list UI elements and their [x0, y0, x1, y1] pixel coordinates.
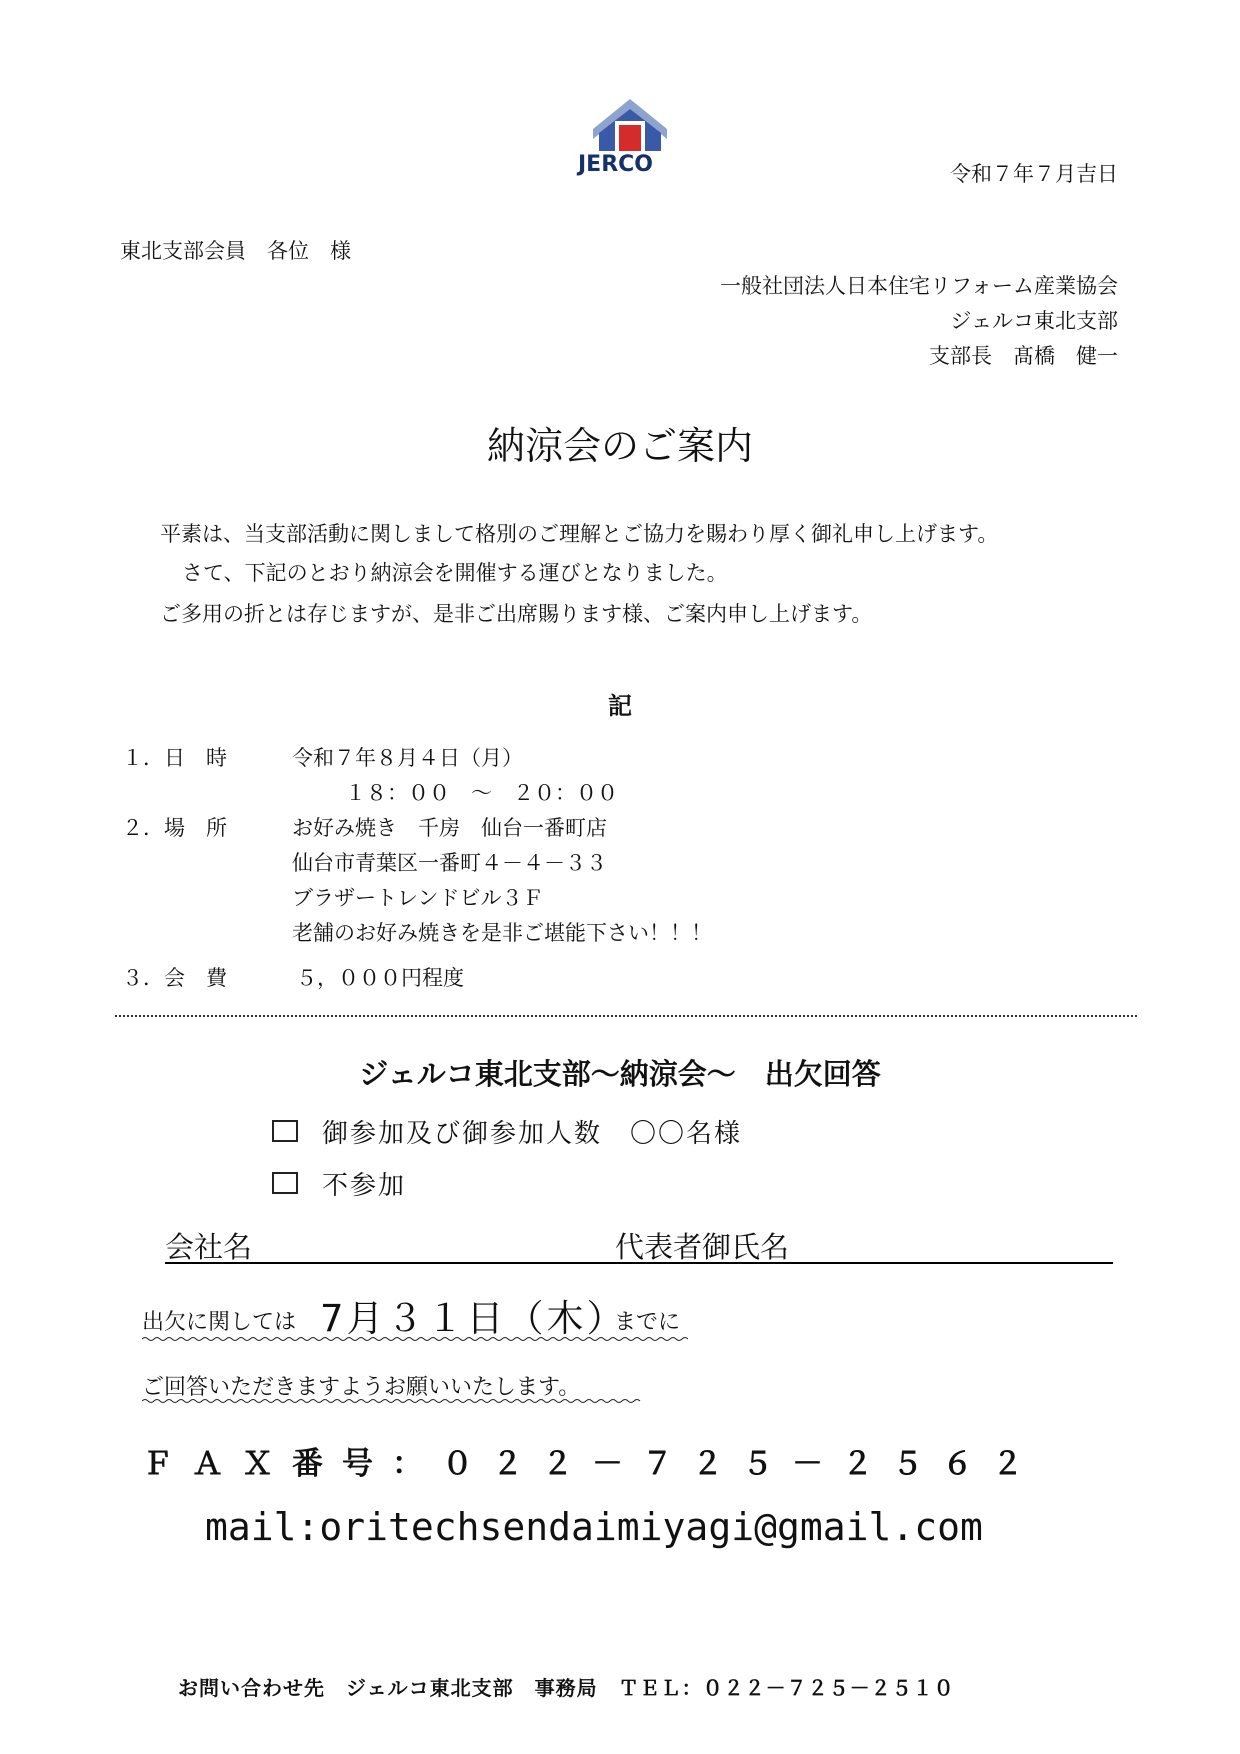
contact-footer: お問い合わせ先 ジェルコ東北支部 事務局 ＴＥＬ：０２２－７２５－２５１０ [178, 1676, 955, 1700]
body-line-1: 平素は、当支部活動に関しまして格別のご理解とご協力を賜わり厚く御礼申し上げます。 [160, 522, 999, 546]
item-place-line-2: 仙台市青葉区一番町４－４－３３ [292, 851, 607, 875]
item-datetime-value: 令和７年８月４日（月） [292, 746, 523, 770]
item-datetime-time: １８：００ ～ ２０：００ [345, 781, 618, 805]
company-name-label: 会社名 [165, 1230, 253, 1264]
item-fee-label: ３．会 費 [122, 966, 227, 990]
reply-request: ご回答いただきますようお願いいたします。 [142, 1375, 581, 1400]
attend-option-label: 御参加及び御参加人数 〇〇名様 [322, 1119, 743, 1149]
sender-representative: 支部長 髙橋 健一 [929, 344, 1118, 368]
cut-line-divider [115, 1015, 1137, 1017]
logo-text: JERCO [578, 152, 654, 177]
deadline-date: 7月３１日（木） [320, 1297, 627, 1340]
sender-organization: 一般社団法人日本住宅リフォーム産業協会 [720, 274, 1118, 298]
item-fee-value: ５，０００円程度 [296, 966, 464, 990]
item-place-line-1: お好み焼き 千房 仙台一番町店 [292, 816, 607, 840]
absent-option-label: 不参加 [322, 1171, 407, 1201]
mail-address[interactable]: mail:oritechsendaimiyagi@gmail.com [205, 1505, 983, 1549]
item-datetime-label: １．日 時 [122, 746, 227, 770]
body-line-3: ご多用の折とは存じますが、是非ご出席賜ります様、ご案内申し上げます。 [160, 602, 873, 626]
reply-field-underline[interactable] [165, 1262, 1113, 1264]
body-line-2: さて、下記のとおり納涼会を開催する運びとなりました。 [182, 561, 728, 585]
item-place-line-3: ブラザートレンドビル３Ｆ [292, 886, 544, 910]
reply-title: ジェルコ東北支部～納涼会～ 出欠回答 [359, 1057, 881, 1091]
document-date: 令和７年７月吉日 [950, 162, 1118, 186]
page-title: 納涼会のご案内 [486, 424, 753, 468]
wavy-underline-2 [142, 1398, 642, 1404]
absent-checkbox[interactable] [272, 1172, 298, 1194]
addressee: 東北支部会員 各位 様 [120, 239, 351, 263]
item-place-label: ２．場 所 [122, 816, 227, 840]
sender-branch: ジェルコ東北支部 [950, 309, 1118, 333]
wavy-underline [142, 1336, 688, 1342]
representative-name-label: 代表者御氏名 [615, 1230, 790, 1264]
deadline-suffix: までに [614, 1310, 681, 1335]
deadline-prefix: 出欠に関しては [142, 1310, 297, 1335]
item-place-line-4: 老舗のお好み焼きを是非ご堪能下さい！！！ [292, 921, 712, 945]
ki-heading: 記 [608, 691, 632, 720]
fax-number: ＦＡＸ番号：０２２－７２５－２５６２ [142, 1446, 1042, 1482]
attend-checkbox[interactable] [272, 1120, 298, 1142]
